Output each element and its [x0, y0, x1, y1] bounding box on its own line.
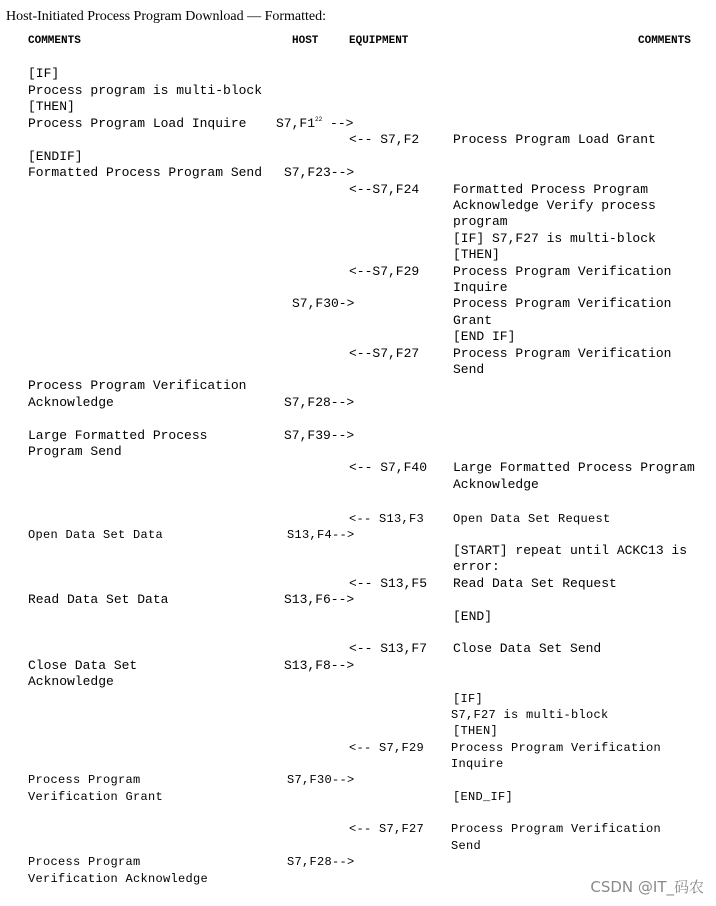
host-s13f4: S13,F4-->	[287, 528, 355, 542]
comment-formatted-send: Formatted Process Program Send	[28, 165, 263, 180]
comment-verif-send-2: Send	[451, 839, 482, 853]
comment-then-2: [THEN]	[453, 724, 499, 738]
comment-large-send-1: Large Formatted Process	[28, 428, 208, 443]
comment-endif-2: [END_IF]	[453, 790, 514, 804]
comment-load-grant: Process Program Load Grant	[453, 132, 656, 147]
comment-verif-send-1: Process Program Verification	[451, 822, 662, 836]
document-title: Host-Initiated Process Program Download — Formatted:	[6, 9, 327, 24]
comment-s7f24-3: program	[453, 214, 508, 229]
comment-read-request: Read Data Set Request	[453, 576, 617, 591]
header-comments-left: COMMENTS	[28, 35, 81, 47]
comment-verification-ack-2: Acknowledge	[28, 395, 114, 410]
comment-load-inquire: Process Program Load Inquire	[28, 116, 247, 131]
comment-s7f24-2: Acknowledge Verify process	[453, 198, 656, 213]
equipment-s7f27-2: <-- S7,F27	[349, 822, 425, 836]
line-endif: [ENDIF]	[28, 149, 83, 164]
comment-s7f24-4: [IF] S7,F27 is multi-block	[453, 231, 656, 246]
line-if: [IF]	[28, 66, 60, 81]
comment-inquire-2-1: Process Program Verification	[451, 741, 662, 755]
equipment-s13f5: <-- S13,F5	[349, 576, 428, 591]
comment-s7f40-2: Acknowledge	[453, 477, 539, 492]
host-s13f8: S13,F8-->	[284, 658, 355, 673]
host-s7f39: S7,F39-->	[284, 428, 355, 443]
comment-verif-grant-2: Verification Grant	[28, 790, 164, 804]
host-s7f30: S7,F30->	[292, 296, 355, 311]
comment-s7f27-2: Send	[453, 362, 485, 377]
comment-inquire-2-2: Inquire	[451, 757, 504, 771]
comment-open-data: Open Data Set Data	[28, 528, 164, 542]
equipment-s13f3: <-- S13,F3	[349, 512, 425, 526]
comment-close-ack-1: Close Data Set	[28, 658, 138, 673]
header-equipment: EQUIPMENT	[349, 35, 409, 47]
comment-verification-ack-1: Process Program Verification	[28, 378, 247, 393]
comment-s7f30-1: Process Program Verification	[453, 296, 672, 311]
comment-s7f24-5: [THEN]	[453, 247, 500, 262]
comment-s7f30-2: Grant	[453, 313, 493, 328]
host-s13f6: S13,F6-->	[284, 592, 355, 607]
host-s7f28-2: S7,F28-->	[287, 855, 355, 869]
comment-open-request: Open Data Set Request	[453, 512, 611, 526]
comment-start-1: [START] repeat until ACKC13 is	[453, 543, 688, 558]
comment-s7f27-1: Process Program Verification	[453, 346, 672, 361]
host-s7f23: S7,F23-->	[284, 165, 355, 180]
comment-s7f29-2: Inquire	[453, 280, 508, 295]
watermark: CSDN @IT_码农	[590, 878, 704, 896]
comment-multiblock-2: S7,F27 is multi-block	[451, 708, 609, 722]
line-condition: Process program is multi-block	[28, 83, 263, 98]
equipment-s7f27: <--S7,F27	[349, 346, 420, 361]
equipment-s7f2: <-- S7,F2	[349, 132, 420, 147]
comment-verif-ack-2-2: Verification Acknowledge	[28, 872, 209, 886]
comment-large-send-2: Program Send	[28, 444, 122, 459]
comment-end: [END]	[453, 609, 493, 624]
header-host: HOST	[292, 35, 319, 47]
host-s7f30-2: S7,F30-->	[287, 773, 355, 787]
host-s7f28: S7,F28-->	[284, 395, 355, 410]
comment-s7f30-3: [END IF]	[453, 329, 516, 344]
line-then: [THEN]	[28, 99, 75, 114]
comment-if-2: [IF]	[453, 692, 484, 706]
equipment-s7f24: <--S7,F24	[349, 182, 420, 197]
comment-start-2: error:	[453, 559, 500, 574]
comment-close-ack-2: Acknowledge	[28, 674, 114, 689]
equipment-s7f29-2: <-- S7,F29	[349, 741, 425, 755]
equipment-s7f40: <-- S7,F40	[349, 460, 428, 475]
footnote-ref: 22	[315, 116, 323, 123]
comment-verif-ack-2-1: Process Program	[28, 855, 141, 869]
comment-s7f29-1: Process Program Verification	[453, 264, 672, 279]
comment-verif-grant-1: Process Program	[28, 773, 141, 787]
host-s7f1: S7,F1$^{22}$ -->	[276, 116, 354, 131]
comment-close-send: Close Data Set Send	[453, 641, 602, 656]
comment-s7f40-1: Large Formatted Process Program	[453, 460, 695, 475]
comment-s7f24-1: Formatted Process Program	[453, 182, 649, 197]
header-comments-right: COMMENTS	[638, 35, 691, 47]
comment-read-data: Read Data Set Data	[28, 592, 169, 607]
equipment-s7f29: <--S7,F29	[349, 264, 420, 279]
equipment-s13f7: <-- S13,F7	[349, 641, 428, 656]
